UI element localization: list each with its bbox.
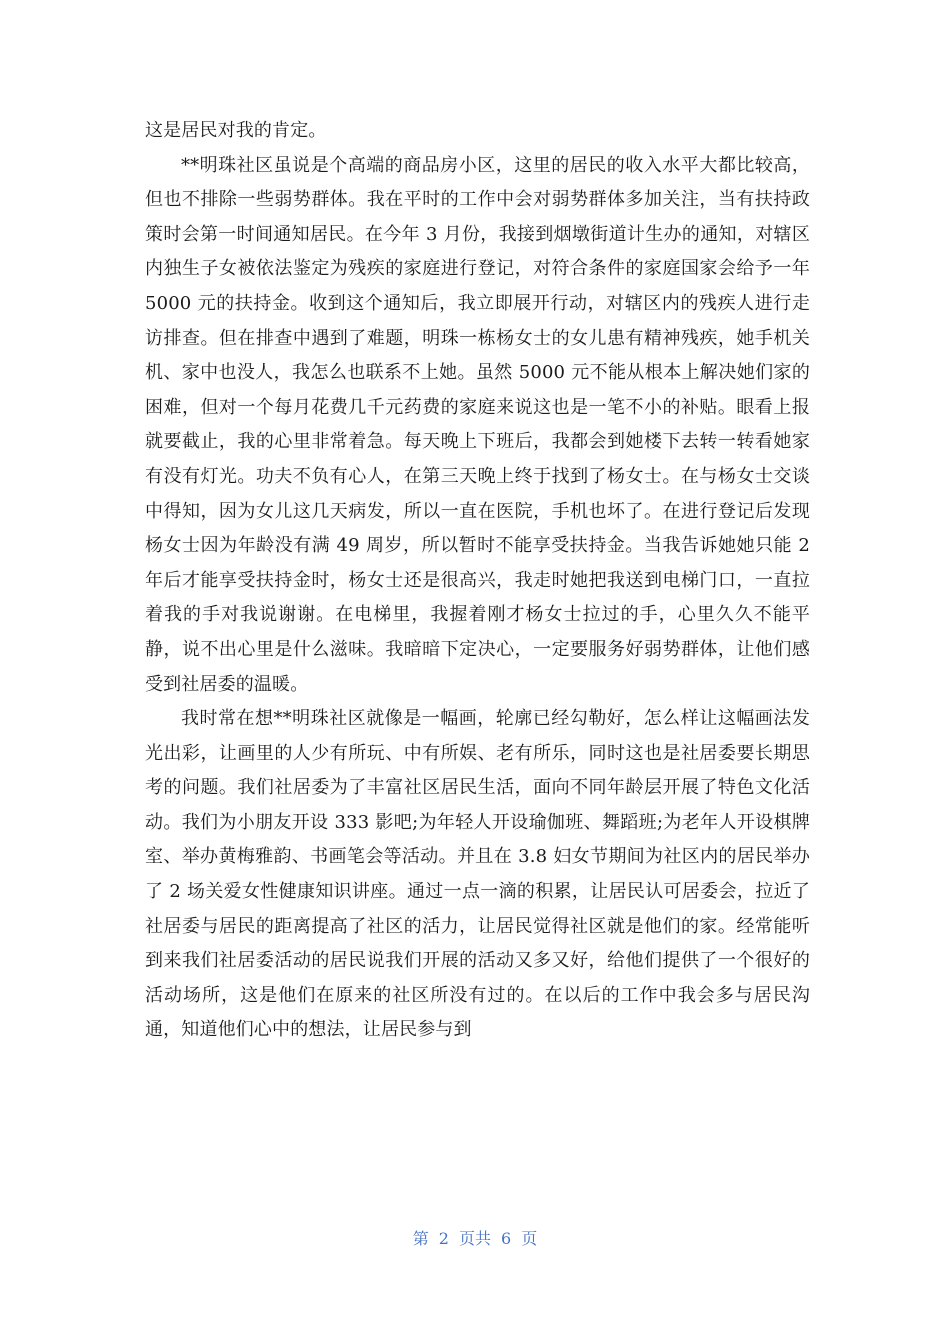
footer-suffix: 页 — [521, 1229, 538, 1248]
page-footer — [0, 1226, 950, 1249]
paragraph-2: **明珠社区虽说是个高端的商品房小区，这里的居民的收入水平大都比较高，但也不排除一些弱势群体。我在平时的工作中会对弱势群体多加关注，当有扶持政策时会第一时间通知居民。在今年 3 月份，我接到烟墩街道计生办的通知，对辖区内独生子女被依法鉴定为残疾的家庭进行登记，对符合条件的家庭国家会给予一年 5000 元的扶持金。收到这个通知后，我立即展开行动，对辖区内的残疾人进行走访排查。但在排查中遇到了难题，明珠一栋杨女士的女儿患有精神残疾，她手机关机、家中也没人，我怎么也联系不上她。虽然 5000 元不能从根本上解决她们家的困难，但对一个每月花费几千元药费的家庭来说这也是一笔不小的补贴。眼看上报就要截止，我的心里非常着急。每天晚上下班后，我都会到她楼下去转一转看她家有没有灯光。功夫不负有心人，在第三天晚上终于找到了杨女士。在与杨女士交谈中得知，因为女儿这几天病发，所以一直在医院，手机也坏了。在进行登记后发现杨女士因为年龄没有满 49 周岁，所以暂时不能享受扶持金。当我告诉她她只能 2 年后才能享受扶持金时，杨女士还是很高兴，我走时她把我送到电梯门口，一直拉着我的手对我说谢谢。在电梯里，我握着刚才杨女士拉过的手，心里久久不能平静，说不出心里是什么滋味。我暗暗下定决心，一定要服务好弱势群体，让他们感受到社居委的温暖。 — [145, 154, 810, 695]
paragraph-1: 这是居民对我的肯定。 — [145, 120, 327, 141]
footer-prefix: 第 — [412, 1229, 429, 1248]
document-body — [145, 114, 810, 1048]
footer-middle: 页共 — [458, 1229, 491, 1248]
footer-total-pages: 6 — [501, 1229, 512, 1248]
paragraph-3: 我时常在想**明珠社区就像是一幅画，轮廓已经勾勒好，怎么样让这幅画法发光出彩，让画里的人少有所玩、中有所娱、老有所乐，同时这也是社居委要长期思考的问题。我们社居委为了丰富社区居民生活，面向不同年龄层开展了特色文化活动。我们为小朋友开设 333 影吧;为年轻人开设瑜伽班、舞蹈班;为老年人开设棋牌室、举办黄梅雅韵、书画笔会等活动。并且在 3.8 妇女节期间为社区内的居民举办了 2 场关爱女性健康知识讲座。通过一点一滴的积累，让居民认可居委会，拉近了社居委与居民的距离提高了社区的活力，让居民觉得社区就是他们的家。经常能听到来我们社居委活动的居民说我们开展的活动又多又好，给他们提供了一个很好的活动场所，这是他们在原来的社区所没有过的。在以后的工作中我会多与居民沟通，知道他们心中的想法，让居民参与到 — [145, 708, 810, 1041]
footer-current-page: 2 — [438, 1229, 449, 1248]
